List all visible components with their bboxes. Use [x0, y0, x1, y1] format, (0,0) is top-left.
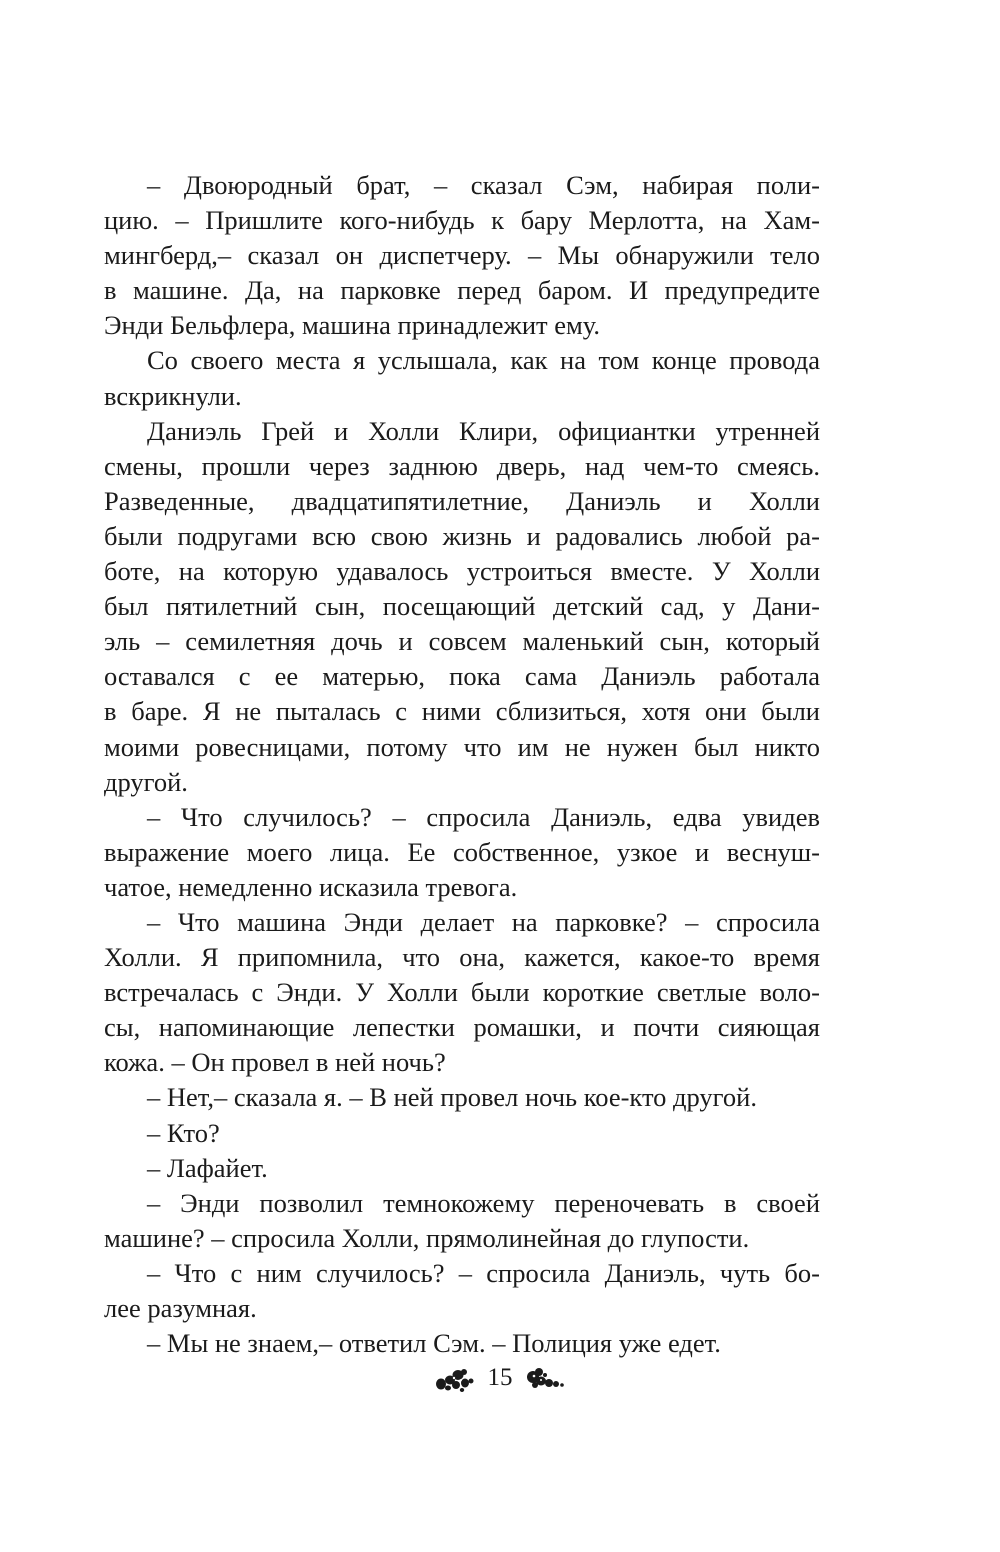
text-line: смены, прошли через заднюю дверь, над чем-то смеясь. — [104, 450, 820, 481]
text-line: – Мы не знаем,– ответил Сэм. – Полиция уже едет. — [147, 1328, 721, 1359]
text-line: оставался с ее матерью, пока сама Даниэль работала — [104, 661, 820, 692]
blot-ornament-icon — [434, 1363, 476, 1393]
body-text — [104, 168, 820, 1361]
text-line: – Двоюродный брат, – сказал Сэм, набирая поли- — [147, 170, 820, 200]
text-line: – Нет,– сказала я. – В ней провел ночь кое-кто другой. — [147, 1082, 757, 1113]
page-footer — [0, 1358, 1000, 1398]
text-line: Со своего места я услышала, как на том конце провода — [147, 345, 820, 376]
text-line: цию. – Пришлите кого-нибудь к бару Мерлотта, на Хам- — [104, 205, 820, 236]
page-number: 15 — [487, 1364, 513, 1391]
text-line: моими ровесницами, потому что им не нужен был никто — [104, 731, 820, 762]
text-line: другой. — [104, 766, 188, 797]
text-line: боте, на которую удавалось устроиться вместе. У Холли — [104, 556, 820, 587]
text-line: выражение моего лица. Ее собственное, узкое и веснуш- — [104, 836, 820, 867]
text-line: в баре. Я не пыталась с ними сблизиться, хотя они были — [104, 696, 820, 727]
text-line: – Что машина Энди делает на парковке? – спросила — [147, 906, 820, 937]
text-line: мингберд,– сказал он диспетчеру. – Мы обнаружили тело — [104, 240, 820, 271]
text-line: вскрикнули. — [104, 380, 242, 411]
blot-ornament-icon — [525, 1363, 567, 1393]
text-line: лее разумная. — [104, 1293, 257, 1323]
text-line: – Что случилось? – спросила Даниэль, едва увидев — [147, 801, 820, 832]
text-line: – Что с ним случилось? – спросила Даниэль, чуть бо- — [147, 1257, 820, 1288]
text-line: были подругами всю свою жизнь и радовались любой ра- — [104, 520, 820, 551]
text-line: – Энди позволил темнокожему переночевать в своей — [147, 1187, 820, 1218]
text-line: – Кто? — [147, 1117, 220, 1148]
text-line: – Лафайет. — [147, 1152, 268, 1183]
text-line: был пятилетний сын, посещающий детский сад, у Дани- — [104, 591, 820, 622]
text-line: Разведенные, двадцатипятилетние, Даниэль и Холли — [104, 485, 820, 516]
text-line: в машине. Да, на парковке перед баром. И предупредите — [104, 275, 820, 306]
text-line: кожа. – Он провел в ней ночь? — [104, 1047, 446, 1078]
text-line: Энди Бельфлера, машина принадлежит ему. — [104, 310, 600, 341]
text-line: встречалась с Энди. У Холли были короткие светлые воло- — [104, 977, 820, 1008]
text-line: Даниэль Грей и Холли Клири, официантки утренней — [147, 415, 820, 446]
text-line: эль – семилетняя дочь и совсем маленький сын, который — [104, 626, 820, 657]
text-line: чатое, немедленно исказила тревога. — [104, 871, 518, 902]
text-line: машине? – спросила Холли, прямолинейная до глупости. — [104, 1222, 750, 1253]
text-line: сы, напоминающие лепестки ромашки, и почти сияющая — [104, 1012, 820, 1043]
text-line: Холли. Я припомнила, что она, кажется, какое-то время — [104, 942, 820, 973]
